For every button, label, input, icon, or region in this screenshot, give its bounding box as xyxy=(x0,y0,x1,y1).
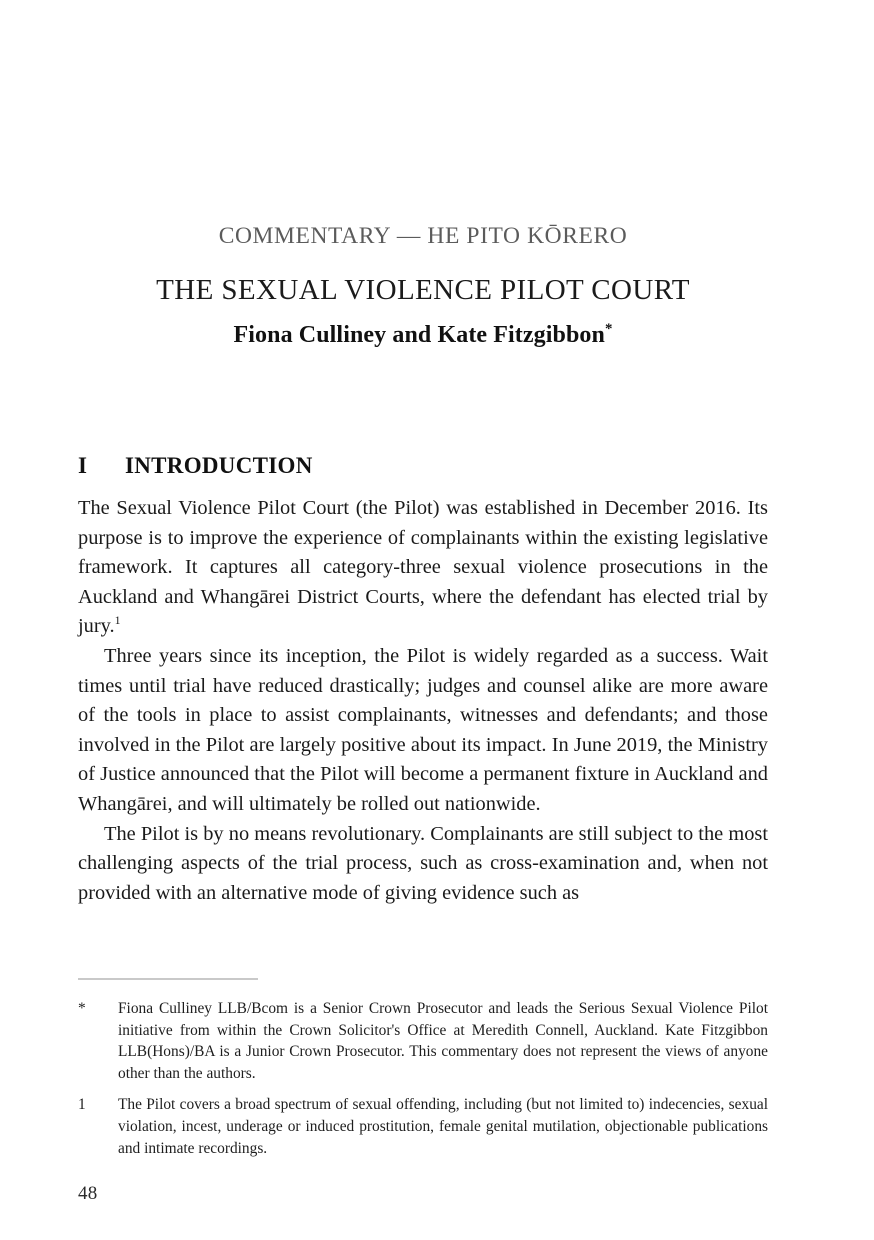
footnote-asterisk-marker: * xyxy=(78,1000,86,1017)
paragraph-3: The Pilot is by no means revolutionary. Complainants are still subject to the most challenging aspects of the trial process, such as cross-examination and, when not provided with an alternative mode of giving evidence such as xyxy=(78,822,768,904)
footnote-1-marker: 1 xyxy=(78,1096,86,1114)
footnote-ref-1[interactable]: 1 xyxy=(114,613,121,628)
paragraph-2: Three years since its inception, the Pilot is widely regarded as a success. Wait times until trial have reduced drastically; judges and counsel alike are more aware of the tools in place to assist complainants, witnesses and defendants; and those involved in the Pilot are largely positive about its impact. In June 2019, the Ministry of Justice announced that the Pilot will become a permanent fixture in Auckland and Whangārei, and will ultimately be rolled out nationwide. xyxy=(78,644,768,815)
author-line xyxy=(78,308,768,350)
footnote-1-text: The Pilot covers a broad spectrum of sexual offending, including (but not limited to) indecencies, sexual violation, incest, underage or induced prostitution, female genital mutilation, objectionable publications and intimate recordings. xyxy=(118,1096,768,1157)
section-heading xyxy=(78,350,768,479)
author-names: Fiona Culliney and Kate Fitzgibbon xyxy=(233,322,605,349)
paragraph-1 xyxy=(78,479,768,642)
page-content xyxy=(78,0,768,908)
page-number: 48 xyxy=(78,1183,98,1204)
section-numeral: I xyxy=(78,452,88,478)
footnote-asterisk-text: Fiona Culliney LLB/Bcom is a Senior Crown Prosecutor and leads the Serious Sexual Violence Pilot initiative from within the Crown Solicitor's Office at Meredith Connell, Auckland. Kate Fitzgibbon LLB(Hons)/BA is a Junior Crown Prosecutor. This commentary does not represent the views of anyone other than the authors. xyxy=(118,1000,768,1082)
page-title: THE SEXUAL VIOLENCE PILOT COURT xyxy=(156,274,690,307)
section-label: INTRODUCTION xyxy=(125,452,313,478)
commentary-kicker: COMMENTARY — HE PITO KŌRERO xyxy=(218,223,628,249)
footnotes-block xyxy=(78,978,768,1159)
author-footnote-marker: * xyxy=(604,321,613,338)
footnote-1 xyxy=(78,1094,768,1159)
footnote-separator-rule xyxy=(78,978,258,980)
paragraph-1-text: The Sexual Violence Pilot Court (the Pilot) was established in December 2016. Its purpose is to improve the experience of complainants within the existing legislative framework. It captures all category-three sexual violence prosecutions in the Auckland and Whangārei District Courts, where the defendant has elected trial by jury. xyxy=(78,496,768,638)
footnote-asterisk xyxy=(78,998,768,1084)
